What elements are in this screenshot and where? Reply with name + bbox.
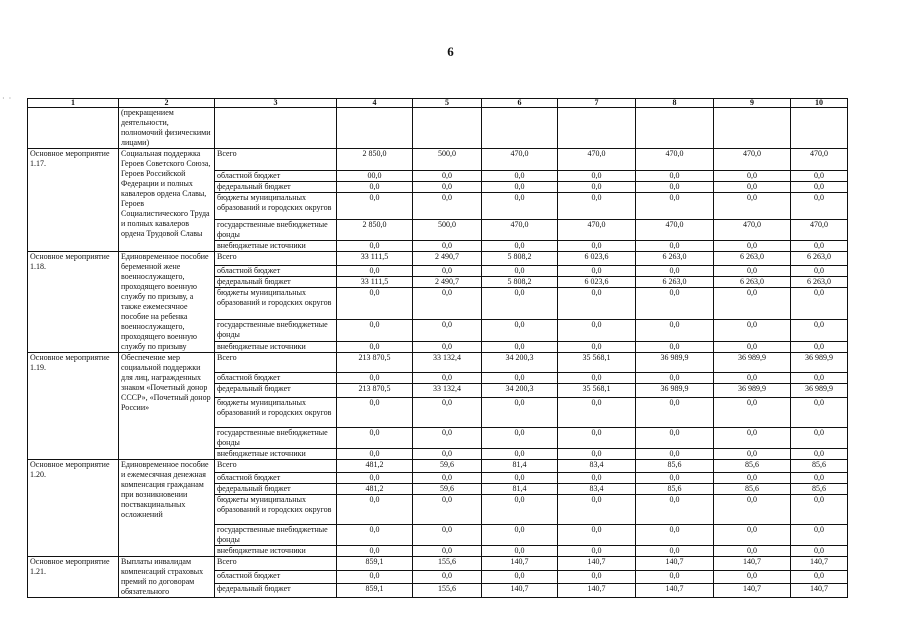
amount-cell: 2 490,7 [413,276,482,287]
funding-source: федеральный бюджет [215,484,337,495]
amount-cell: 6 263,0 [636,276,714,287]
amount-cell: 0,0 [714,398,791,428]
column-header: 2 [119,99,215,108]
amount-cell: 00,0 [337,171,413,182]
amount-cell: 0,0 [337,495,413,525]
amount-cell: 0,0 [791,398,848,428]
amount-cell: 0,0 [558,473,636,484]
amount-cell: 6 023,6 [558,252,636,266]
page-number: 6 [447,44,454,59]
amount-cell: 0,0 [791,341,848,352]
amount-cell: 0,0 [558,319,636,341]
amount-cell: 0,0 [636,319,714,341]
amount-cell: 470,0 [714,220,791,241]
amount-cell: 0,0 [482,373,558,384]
amount-cell: 0,0 [413,373,482,384]
amount-cell: 0,0 [482,428,558,449]
amount-cell: 481,2 [337,460,413,473]
funding-source: федеральный бюджет [215,182,337,193]
amount-cell: 0,0 [714,546,791,557]
amount-cell: 0,0 [714,265,791,276]
amount-cell: 140,7 [558,583,636,597]
empty-cell [714,108,791,149]
amount-cell: 0,0 [482,341,558,352]
amount-cell: 0,0 [791,495,848,525]
continuation-row [28,108,848,149]
amount-cell: 470,0 [636,149,714,171]
amount-cell: 140,7 [482,583,558,597]
funding-source: бюджеты муниципальных образований и городских округов [215,495,337,525]
amount-cell: 140,7 [714,557,791,571]
amount-cell: 0,0 [636,525,714,546]
amount-cell: 6 263,0 [791,276,848,287]
amount-cell: 0,0 [558,171,636,182]
funding-source: Всего [215,460,337,473]
funding-source: внебюджетные источники [215,449,337,460]
amount-cell: 0,0 [714,288,791,319]
column-header: 5 [413,99,482,108]
amount-cell: 0,0 [791,546,848,557]
amount-cell: 0,0 [482,171,558,182]
amount-cell: 0,0 [791,241,848,252]
amount-cell: 85,6 [636,460,714,473]
amount-cell: 0,0 [482,319,558,341]
amount-cell: 0,0 [636,495,714,525]
amount-cell: 0,0 [558,193,636,220]
amount-cell: 0,0 [413,182,482,193]
amount-cell: 0,0 [413,241,482,252]
amount-cell: 33 111,5 [337,276,413,287]
empty-cell [482,108,558,149]
amount-cell: 0,0 [636,473,714,484]
funding-source: федеральный бюджет [215,384,337,398]
amount-cell: 35 568,1 [558,353,636,373]
funding-source: Всего [215,149,337,171]
amount-cell: 0,0 [337,449,413,460]
amount-cell: 0,0 [558,341,636,352]
amount-cell: 0,0 [791,373,848,384]
activity-description: Единовременное пособие беременной жене военнослужащего, проходящего военную службу по призыву, а также ежемесячное пособие на ребенка военнослужащего, проходящего военную службу по призыву [119,252,215,353]
amount-cell: 0,0 [636,265,714,276]
budget-table [27,98,848,598]
activity-code: Основное мероприятие 1.17. [28,149,119,252]
amount-cell: 0,0 [714,571,791,584]
amount-cell: 500,0 [413,149,482,171]
amount-cell: 0,0 [482,473,558,484]
column-header: 10 [791,99,848,108]
amount-cell: 470,0 [791,220,848,241]
amount-cell: 0,0 [714,182,791,193]
amount-cell: 35 568,1 [558,384,636,398]
amount-cell: 85,6 [714,484,791,495]
amount-cell: 59,6 [413,484,482,495]
amount-cell: 0,0 [714,525,791,546]
amount-cell: 140,7 [636,557,714,571]
amount-cell: 0,0 [636,449,714,460]
amount-cell: 0,0 [413,473,482,484]
empty-cell [791,108,848,149]
amount-cell: 0,0 [558,546,636,557]
activity-description: Обеспечение мер социальной поддержки для лиц, награжденных знаком «Почетный донор СССР», «Почетный донор России» [119,353,215,460]
amount-cell: 0,0 [337,182,413,193]
margin-mark: · · [2,94,13,103]
amount-cell: 0,0 [791,265,848,276]
amount-cell: 0,0 [791,449,848,460]
amount-cell: 36 989,9 [714,384,791,398]
activity-code: Основное мероприятие 1.20. [28,460,119,557]
amount-cell: 0,0 [636,171,714,182]
activity-code: Основное мероприятие 1.18. [28,252,119,353]
empty-cell [558,108,636,149]
amount-cell: 0,0 [482,495,558,525]
amount-cell: 0,0 [791,171,848,182]
table-row [28,149,848,171]
amount-cell: 0,0 [636,373,714,384]
funding-source: Всего [215,557,337,571]
amount-cell: 0,0 [413,265,482,276]
amount-cell: 0,0 [636,193,714,220]
amount-cell: 0,0 [337,398,413,428]
amount-cell: 0,0 [791,473,848,484]
amount-cell: 859,1 [337,583,413,597]
amount-cell: 0,0 [636,288,714,319]
amount-cell: 33 132,4 [413,353,482,373]
amount-cell: 0,0 [337,319,413,341]
amount-cell: 34 200,3 [482,384,558,398]
amount-cell: 0,0 [413,319,482,341]
activity-description: Социальная поддержка Героев Советского Союза, Героев Российской Федерации и полных кавалеров ордена Славы, Героев Социалистического Труда и полных кавалеров ордена Трудовой Славы [119,149,215,252]
amount-cell: 0,0 [413,571,482,584]
column-header: 7 [558,99,636,108]
column-header: 1 [28,99,119,108]
amount-cell: 0,0 [791,525,848,546]
amount-cell: 6 263,0 [791,252,848,266]
amount-cell: 33 111,5 [337,252,413,266]
amount-cell: 0,0 [413,495,482,525]
table-row [28,460,848,473]
continuation-description: (прекращением деятельности, полномочий физическими лицами) [119,108,215,149]
funding-source: областной бюджет [215,171,337,182]
amount-cell: 0,0 [558,571,636,584]
amount-cell: 0,0 [413,193,482,220]
amount-cell: 0,0 [791,193,848,220]
amount-cell: 481,2 [337,484,413,495]
amount-cell: 0,0 [791,571,848,584]
amount-cell: 0,0 [558,449,636,460]
amount-cell: 0,0 [636,428,714,449]
amount-cell: 0,0 [791,319,848,341]
column-header: 6 [482,99,558,108]
amount-cell: 6 263,0 [714,252,791,266]
amount-cell: 140,7 [791,583,848,597]
amount-cell: 0,0 [558,373,636,384]
amount-cell: 0,0 [636,398,714,428]
amount-cell: 85,6 [791,460,848,473]
funding-source: Всего [215,252,337,266]
amount-cell: 0,0 [482,546,558,557]
amount-cell: 0,0 [413,398,482,428]
amount-cell: 85,6 [636,484,714,495]
amount-cell: 0,0 [636,546,714,557]
amount-cell: 0,0 [636,182,714,193]
amount-cell: 0,0 [714,319,791,341]
amount-cell: 85,6 [791,484,848,495]
table-row [28,557,848,571]
funding-source: государственные внебюджетные фонды [215,319,337,341]
amount-cell: 0,0 [558,525,636,546]
amount-cell: 470,0 [482,149,558,171]
amount-cell: 500,0 [413,220,482,241]
amount-cell: 0,0 [337,473,413,484]
funding-source: бюджеты муниципальных образований и городских округов [215,288,337,319]
amount-cell: 5 808,2 [482,252,558,266]
amount-cell: 470,0 [714,149,791,171]
amount-cell: 6 263,0 [714,276,791,287]
amount-cell: 0,0 [413,428,482,449]
column-header: 3 [215,99,337,108]
amount-cell: 2 490,7 [413,252,482,266]
column-number-row [28,99,848,108]
amount-cell: 33 132,4 [413,384,482,398]
funding-source: государственные внебюджетные фонды [215,220,337,241]
amount-cell: 0,0 [558,495,636,525]
amount-cell: 470,0 [482,220,558,241]
activity-code: Основное мероприятие 1.19. [28,353,119,460]
amount-cell: 0,0 [482,241,558,252]
table-row [28,252,848,266]
amount-cell: 2 850,0 [337,149,413,171]
empty-cell [413,108,482,149]
amount-cell: 2 850,0 [337,220,413,241]
amount-cell: 0,0 [482,571,558,584]
amount-cell: 0,0 [413,288,482,319]
amount-cell: 0,0 [636,341,714,352]
amount-cell: 5 808,2 [482,276,558,287]
empty-cell [215,108,337,149]
amount-cell: 0,0 [482,182,558,193]
funding-source: областной бюджет [215,265,337,276]
column-header: 9 [714,99,791,108]
amount-cell: 0,0 [714,373,791,384]
amount-cell: 470,0 [558,149,636,171]
funding-source: Всего [215,353,337,373]
amount-cell: 0,0 [558,398,636,428]
amount-cell: 0,0 [558,265,636,276]
amount-cell: 0,0 [558,241,636,252]
amount-cell: 0,0 [791,428,848,449]
amount-cell: 213 870,5 [337,353,413,373]
amount-cell: 0,0 [413,449,482,460]
funding-source: внебюджетные источники [215,341,337,352]
amount-cell: 140,7 [482,557,558,571]
amount-cell: 81,4 [482,484,558,495]
amount-cell: 0,0 [337,288,413,319]
column-header: 8 [636,99,714,108]
funding-source: областной бюджет [215,373,337,384]
amount-cell: 0,0 [714,171,791,182]
amount-cell: 0,0 [714,449,791,460]
amount-cell: 59,6 [413,460,482,473]
amount-cell: 0,0 [413,525,482,546]
amount-cell: 0,0 [337,193,413,220]
amount-cell: 140,7 [791,557,848,571]
amount-cell: 36 989,9 [791,384,848,398]
funding-source: государственные внебюджетные фонды [215,525,337,546]
amount-cell: 0,0 [337,428,413,449]
empty-cell [337,108,413,149]
amount-cell: 0,0 [337,546,413,557]
activity-code: Основное мероприятие 1.21. [28,557,119,598]
amount-cell: 83,4 [558,460,636,473]
amount-cell: 0,0 [714,428,791,449]
amount-cell: 0,0 [337,341,413,352]
amount-cell: 0,0 [337,571,413,584]
funding-source: внебюджетные источники [215,241,337,252]
amount-cell: 859,1 [337,557,413,571]
amount-cell: 213 870,5 [337,384,413,398]
funding-source: областной бюджет [215,473,337,484]
amount-cell: 0,0 [482,449,558,460]
amount-cell: 83,4 [558,484,636,495]
amount-cell: 85,6 [714,460,791,473]
amount-cell: 0,0 [482,265,558,276]
amount-cell: 0,0 [337,373,413,384]
amount-cell: 0,0 [791,182,848,193]
amount-cell: 0,0 [558,428,636,449]
table-row [28,353,848,373]
amount-cell: 36 989,9 [714,353,791,373]
amount-cell: 34 200,3 [482,353,558,373]
funding-source: федеральный бюджет [215,276,337,287]
amount-cell: 0,0 [714,473,791,484]
amount-cell: 36 989,9 [636,384,714,398]
activity-description: Единовременное пособие и ежемесячная денежная компенсация гражданам при возникновении поствакцинальных осложнений [119,460,215,557]
amount-cell: 36 989,9 [636,353,714,373]
amount-cell: 0,0 [413,341,482,352]
amount-cell: 0,0 [791,288,848,319]
amount-cell: 0,0 [337,525,413,546]
amount-cell: 6 023,6 [558,276,636,287]
continuation-code-cell [28,108,119,149]
amount-cell: 155,6 [413,557,482,571]
amount-cell: 0,0 [714,193,791,220]
amount-cell: 0,0 [558,182,636,193]
funding-source: федеральный бюджет [215,583,337,597]
amount-cell: 155,6 [413,583,482,597]
funding-source: внебюджетные источники [215,546,337,557]
amount-cell: 81,4 [482,460,558,473]
funding-source: государственные внебюджетные фонды [215,428,337,449]
amount-cell: 0,0 [337,265,413,276]
amount-cell: 36 989,9 [791,353,848,373]
amount-cell: 0,0 [714,341,791,352]
amount-cell: 0,0 [636,241,714,252]
amount-cell: 0,0 [482,193,558,220]
amount-cell: 0,0 [413,171,482,182]
amount-cell: 140,7 [714,583,791,597]
amount-cell: 0,0 [337,241,413,252]
amount-cell: 470,0 [636,220,714,241]
amount-cell: 6 263,0 [636,252,714,266]
funding-source: бюджеты муниципальных образований и городских округов [215,193,337,220]
funding-source: бюджеты муниципальных образований и городских округов [215,398,337,428]
column-header: 4 [337,99,413,108]
amount-cell: 0,0 [636,571,714,584]
amount-cell: 0,0 [482,398,558,428]
amount-cell: 140,7 [558,557,636,571]
empty-cell [636,108,714,149]
funding-source: областной бюджет [215,571,337,584]
amount-cell: 0,0 [558,288,636,319]
activity-description: Выплаты инвалидам компенсаций страховых премий по договорам обязательного [119,557,215,598]
amount-cell: 140,7 [636,583,714,597]
amount-cell: 0,0 [482,525,558,546]
amount-cell: 0,0 [413,546,482,557]
amount-cell: 470,0 [791,149,848,171]
amount-cell: 470,0 [558,220,636,241]
amount-cell: 0,0 [714,495,791,525]
amount-cell: 0,0 [714,241,791,252]
amount-cell: 0,0 [482,288,558,319]
